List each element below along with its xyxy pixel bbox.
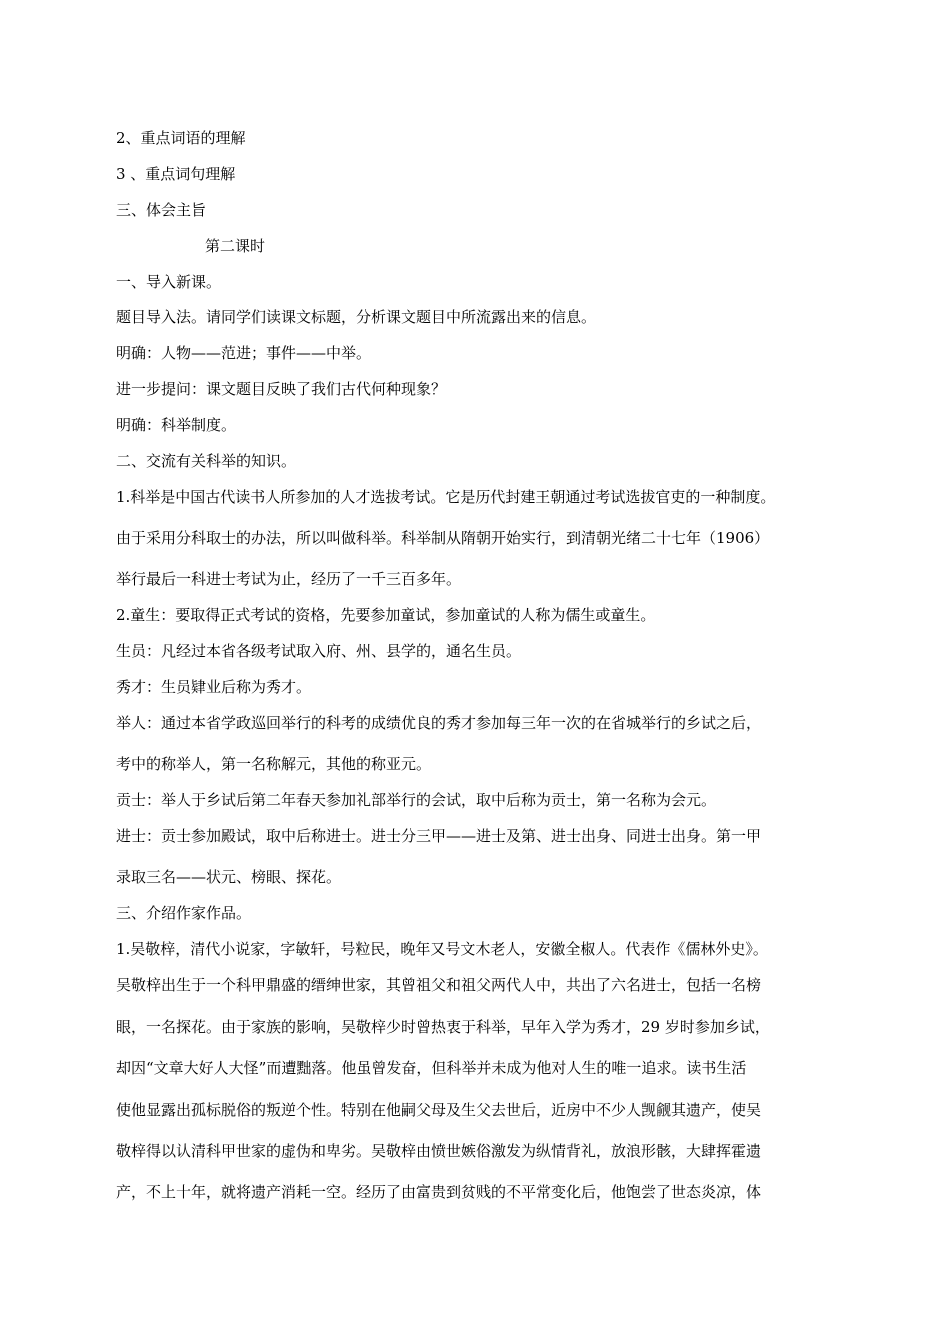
text-line: 却因“文章大好人大怪”而遭黜落。他虽曾发奋，但科举并未成为他对人生的唯一追求。读书生活 <box>116 1059 747 1077</box>
text-line: 1.科举是中国古代读书人所参加的人才选拔考试。它是历代封建王朝通过考试选拔官吏的一种制度。 <box>116 488 776 506</box>
text-line: 生员：凡经过本省各级考试取入府、州、县学的，通名生员。 <box>116 642 522 660</box>
lesson-title: 第二课时 <box>205 237 266 255</box>
text-line: 明确：人物——范进；事件——中举。 <box>116 344 372 362</box>
text-line: 录取三名——状元、榜眼、探花。 <box>116 868 342 886</box>
section-heading: 一、导入新课。 <box>116 273 222 291</box>
text-line: 秀才：生员肄业后称为秀才。 <box>116 678 312 696</box>
text-line: 3 、重点词句理解 <box>116 165 236 183</box>
text-line: 使他显露出孤标脱俗的叛逆个性。特别在他嗣父母及生父去世后，近房中不少人觊觎其遗产，使吴 <box>116 1101 762 1119</box>
text-line: 考中的称举人，第一名称解元，其他的称亚元。 <box>116 755 432 773</box>
text-line: 产，不上十年，就将遗产消耗一空。经历了由富贵到贫贱的不平常变化后，他饱尝了世态炎凉，体 <box>116 1183 762 1201</box>
text-line: 贡士：举人于乡试后第二年春天参加礼部举行的会试，取中后称为贡士，第一名称为会元。 <box>116 791 717 809</box>
text-line: 举人：通过本省学政巡回举行的科考的成绩优良的秀才参加每三年一次的在省城举行的乡试之后， <box>116 714 762 732</box>
text-line: 由于采用分科取士的办法，所以叫做科举。科举制从隋朝开始实行，到清朝光绪二十七年（1906） <box>116 529 770 547</box>
section-heading: 二、交流有关科举的知识。 <box>116 452 297 470</box>
text-line: 进一步提问：课文题目反映了我们古代何种现象？ <box>116 380 447 398</box>
text-line: 2、重点词语的理解 <box>116 129 246 147</box>
section-heading: 三、体会主旨 <box>116 201 207 219</box>
text-line: 举行最后一科进士考试为止，经历了一千三百多年。 <box>116 570 462 588</box>
text-line: 2.童生：要取得正式考试的资格，先要参加童试，参加童试的人称为儒生或童生。 <box>116 606 656 624</box>
text-line: 吴敬梓出生于一个科甲鼎盛的缙绅世家，其曾祖父和祖父两代人中，共出了六名进士，包括一名榜 <box>116 976 762 994</box>
text-line: 眼，一名探花。由于家族的影响，吴敬梓少时曾热衷于科举，早年入学为秀才，29 岁时参加乡试， <box>116 1018 770 1036</box>
text-line: 1.吴敬梓，清代小说家，字敏轩，号粒民，晚年又号文木老人，安徽全椒人。代表作《儒林外史》。 <box>116 940 768 958</box>
text-line: 敬梓得以认清科甲世家的虚伪和卑劣。吴敬梓由愤世嫉俗激发为纵情背礼，放浪形骸，大肆挥霍遗 <box>116 1142 762 1160</box>
text-line: 明确：科举制度。 <box>116 416 237 434</box>
text-line: 进士：贡士参加殿试，取中后称进士。进士分三甲——进士及第、进士出身、同进士出身。第一甲 <box>116 827 762 845</box>
section-heading: 三、介绍作家作品。 <box>116 904 252 922</box>
text-line: 题目导入法。请同学们读课文标题，分析课文题目中所流露出来的信息。 <box>116 308 597 326</box>
